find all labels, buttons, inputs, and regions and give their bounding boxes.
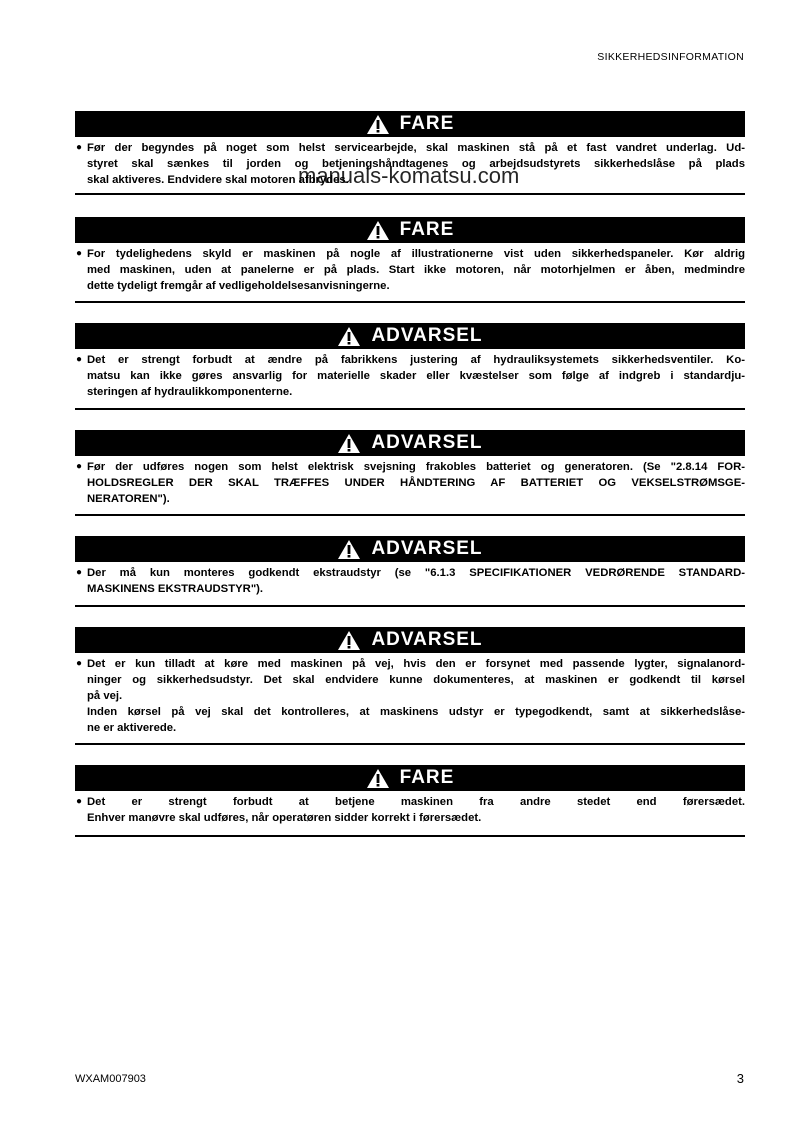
notice-header	[75, 217, 745, 243]
notice-line: For tydelighedens skyld er maskinen på nogle af illustrationerne vist uden sikkerhedspaneler. Kør aldrig	[87, 248, 745, 260]
notice-line: styret skal sænkes til jorden og betjeningshåndtagenes og arbejdsudstyrets sikkerhedslåse på plads	[87, 158, 745, 170]
notice-line: ne er aktiverede.	[87, 722, 177, 734]
notice-line: Der må kun monteres godkendt ekstraudstyr (se "6.1.3 SPECIFIKATIONER VEDRØRENDE STANDARD-	[87, 567, 745, 579]
notice-line: HOLDSREGLER DER SKAL TRÆFFES UNDER HÅNDTERING AF BATTERIET OG VEKSELSTRØMSGE-	[87, 477, 745, 489]
notice-header	[75, 536, 745, 562]
notice-header	[75, 627, 745, 653]
bullet-icon: ●	[76, 461, 83, 472]
notice-line: dette tydeligt fremgår af vedligeholdelsesanvisningerne.	[87, 280, 390, 292]
notice-label: FARE	[399, 113, 455, 134]
notice-line: med maskinen, uden at panelerne er på plads. Start ikke motoren, når motorhjelmen er åben, medmindre	[87, 264, 745, 276]
divider	[75, 605, 745, 607]
notice-line: Enhver manøvre skal udføres, når operatøren sidder korrekt i førersædet.	[87, 812, 482, 824]
warning-triangle-icon	[337, 433, 361, 454]
safety-notice	[75, 430, 745, 507]
notice-text	[75, 653, 745, 736]
bullet-icon: ●	[76, 796, 83, 807]
safety-notice	[75, 217, 745, 294]
bullet-icon: ●	[76, 248, 83, 259]
notice-label: ADVARSEL	[371, 538, 483, 559]
safety-notice	[75, 627, 745, 736]
notice-line: Før der begyndes på noget som helst servicearbejde, skal maskinen stå på et fast vandret underlag. Ud-	[87, 142, 745, 154]
notice-line: Inden kørsel på vej skal det kontrolleres, at maskinens udstyr er typegodkendt, samt at sikkerhedslåse-	[87, 706, 745, 718]
notice-line: matsu kan ikke gøres ansvarlig for materielle skader eller kvæstelser som følge af indgreb i standardju-	[87, 370, 745, 382]
divider	[75, 514, 745, 516]
safety-notice	[75, 536, 745, 597]
notice-line: ninger og sikkerhedsudstyr. Det skal endvidere kunne dokumenteres, at maskinen er godkendt til kørsel	[87, 674, 745, 686]
safety-notice	[75, 765, 745, 826]
warning-triangle-icon	[337, 539, 361, 560]
notice-text	[75, 349, 745, 400]
notice-text	[75, 456, 745, 507]
notice-text	[75, 562, 745, 597]
notice-line: på vej.	[87, 690, 123, 702]
notice-header	[75, 765, 745, 791]
divider	[75, 835, 745, 837]
notice-text	[75, 243, 745, 294]
safety-notice	[75, 323, 745, 400]
notice-label: FARE	[399, 767, 455, 788]
notice-header	[75, 323, 745, 349]
notice-header	[75, 111, 745, 137]
notice-line: Det er kun tilladt at køre med maskinen på vej, hvis den er forsynet med passende lygter, signalanord-	[87, 658, 745, 670]
notice-line: Før der udføres nogen som helst elektrisk svejsning frakobles batteriet og generatoren. (Se "2.8.14 FOR-	[87, 461, 745, 473]
warning-triangle-icon	[366, 768, 390, 789]
notice-line: Det er strengt forbudt at ændre på fabrikkens justering af hydrauliksystemets sikkerhedsventiler. Ko-	[87, 354, 745, 366]
notice-header	[75, 430, 745, 456]
notice-line: skal aktiveres. Endvidere skal motoren afbrydes.	[87, 174, 349, 186]
bullet-icon: ●	[76, 567, 83, 578]
warning-triangle-icon	[337, 326, 361, 347]
notice-line: MASKINENS EKSTRAUDSTYR").	[87, 583, 264, 595]
document-code: WXAM007903	[75, 1073, 146, 1085]
notice-label: ADVARSEL	[371, 325, 483, 346]
warning-triangle-icon	[366, 114, 390, 135]
notice-line: NERATOREN").	[87, 493, 170, 505]
bullet-icon: ●	[76, 658, 83, 669]
divider	[75, 743, 745, 745]
notice-label: ADVARSEL	[371, 629, 483, 650]
notice-label: FARE	[399, 219, 455, 240]
page-number: 3	[736, 1071, 744, 1086]
divider	[75, 193, 745, 195]
warning-triangle-icon	[337, 630, 361, 651]
divider	[75, 301, 745, 303]
section-header: SIKKERHEDSINFORMATION	[597, 51, 744, 63]
notice-line: Det er strengt forbudt at betjene maskinen fra andre stedet end førersædet.	[87, 796, 745, 808]
bullet-icon: ●	[76, 354, 83, 365]
warning-triangle-icon	[366, 220, 390, 241]
bullet-icon: ●	[76, 142, 83, 153]
notice-text	[75, 791, 745, 826]
watermark: manuals-komatsu.com	[298, 163, 520, 188]
divider	[75, 408, 745, 410]
notice-line: steringen af hydraulikkomponenterne.	[87, 386, 293, 398]
notice-label: ADVARSEL	[371, 432, 483, 453]
